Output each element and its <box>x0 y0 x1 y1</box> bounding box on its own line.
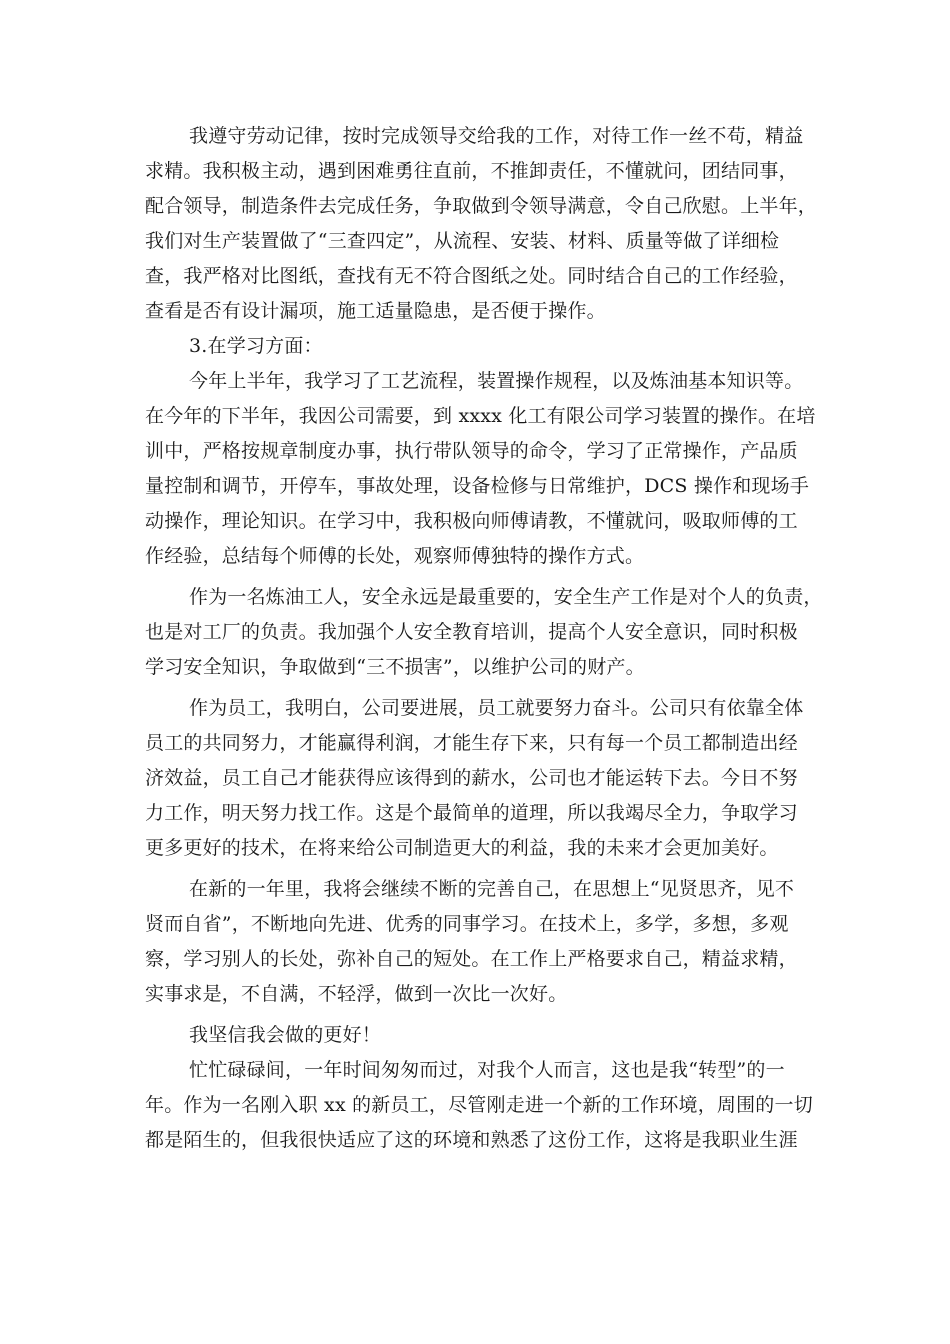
text-line: 训中，严格按规章制度办事，执行带队领导的命令，学习了正常操作，产品质 <box>145 440 798 462</box>
text-line: 动操作，理论知识。在学习中，我积极向师傅请教，不懂就问，吸取师傅的工 <box>145 510 798 532</box>
text-line: 也是对工厂的负责。我加强个人安全教育培训，提高个人安全意识，同时积极 <box>145 621 798 643</box>
text-line: 在今年的下半年，我因公司需要，到 xxxx 化工有限公司学习装置的操作。在培 <box>145 405 816 427</box>
text-line: 查，我严格对比图纸，查找有无不符合图纸之处。同时结合自己的工作经验， <box>145 265 798 287</box>
text-line: 济效益，员工自己才能获得应该得到的薪水，公司也才能运转下去。今日不努 <box>145 767 798 789</box>
text-line: 学习安全知识，争取做到“三不损害”，以维护公司的财产。 <box>145 656 645 678</box>
text-line: 年。作为一名刚入职 xx 的新员工，尽管刚走进一个新的工作环境，周围的一切 <box>145 1094 813 1116</box>
text-line: 作为员工，我明白，公司要进展，员工就要努力奋斗。公司只有依靠全体 <box>189 697 804 719</box>
text-line: 配合领导，制造条件去完成任务，争取做到令领导满意，令自己欣慰。上半年， <box>145 195 818 217</box>
text-line: 量控制和调节，开停车，事故处理，设备检修与日常维护，DCS 操作和现场手 <box>145 475 810 497</box>
text-line: 查看是否有设计漏项，施工适量隐患，是否便于操作。 <box>145 300 606 322</box>
text-line: 员工的共同努力，才能赢得利润，才能生存下来，只有每一个员工都制造出经 <box>145 732 798 754</box>
text-line: 实事求是，不自满，不轻浮，做到一次比一次好。 <box>145 983 568 1005</box>
text-line: 察，学习别人的长处，弥补自己的短处。在工作上严格要求自己，精益求精， <box>145 948 798 970</box>
text-line: 贤而自省”，不断地向先进、优秀的同事学习。在技术上，多学，多想，多观 <box>145 913 789 935</box>
text-line: 力工作，明天努力找工作。这是个最简单的道理，所以我竭尽全力，争取学习 <box>145 802 798 824</box>
text-line: 在新的一年里，我将会继续不断的完善自己，在思想上“见贤思齐，见不 <box>189 878 795 900</box>
text-line: 求精。我积极主动，遇到困难勇往直前，不推卸责任，不懂就问，团结同事， <box>145 160 798 182</box>
text-line: 我们对生产装置做了“三查四定”，从流程、安装、材料、质量等做了详细检 <box>145 230 780 252</box>
text-line: 今年上半年，我学习了工艺流程，装置操作规程，以及炼油基本知识等。 <box>189 370 804 392</box>
section-heading: 3.在学习方面： <box>189 335 323 357</box>
text-line: 作经验，总结每个师傅的长处，观察师傅独特的操作方式。 <box>145 545 645 567</box>
text-line: 更多更好的技术，在将来给公司制造更大的利益，我的未来才会更加美好。 <box>145 837 779 859</box>
text-line: 我遵守劳动记律，按时完成领导交给我的工作，对待工作一丝不苟，精益 <box>189 125 804 147</box>
text-line: 忙忙碌碌间，一年时间匆匆而过，对我个人而言，这也是我“转型”的一 <box>189 1059 785 1081</box>
text-line: 都是陌生的，但我很快适应了这的环境和熟悉了这份工作，这将是我职业生涯 <box>145 1129 798 1151</box>
text-line: 作为一名炼油工人，安全永远是最重要的，安全生产工作是对个人的负责， <box>189 586 823 608</box>
text-line: 我坚信我会做的更好！ <box>189 1024 382 1046</box>
